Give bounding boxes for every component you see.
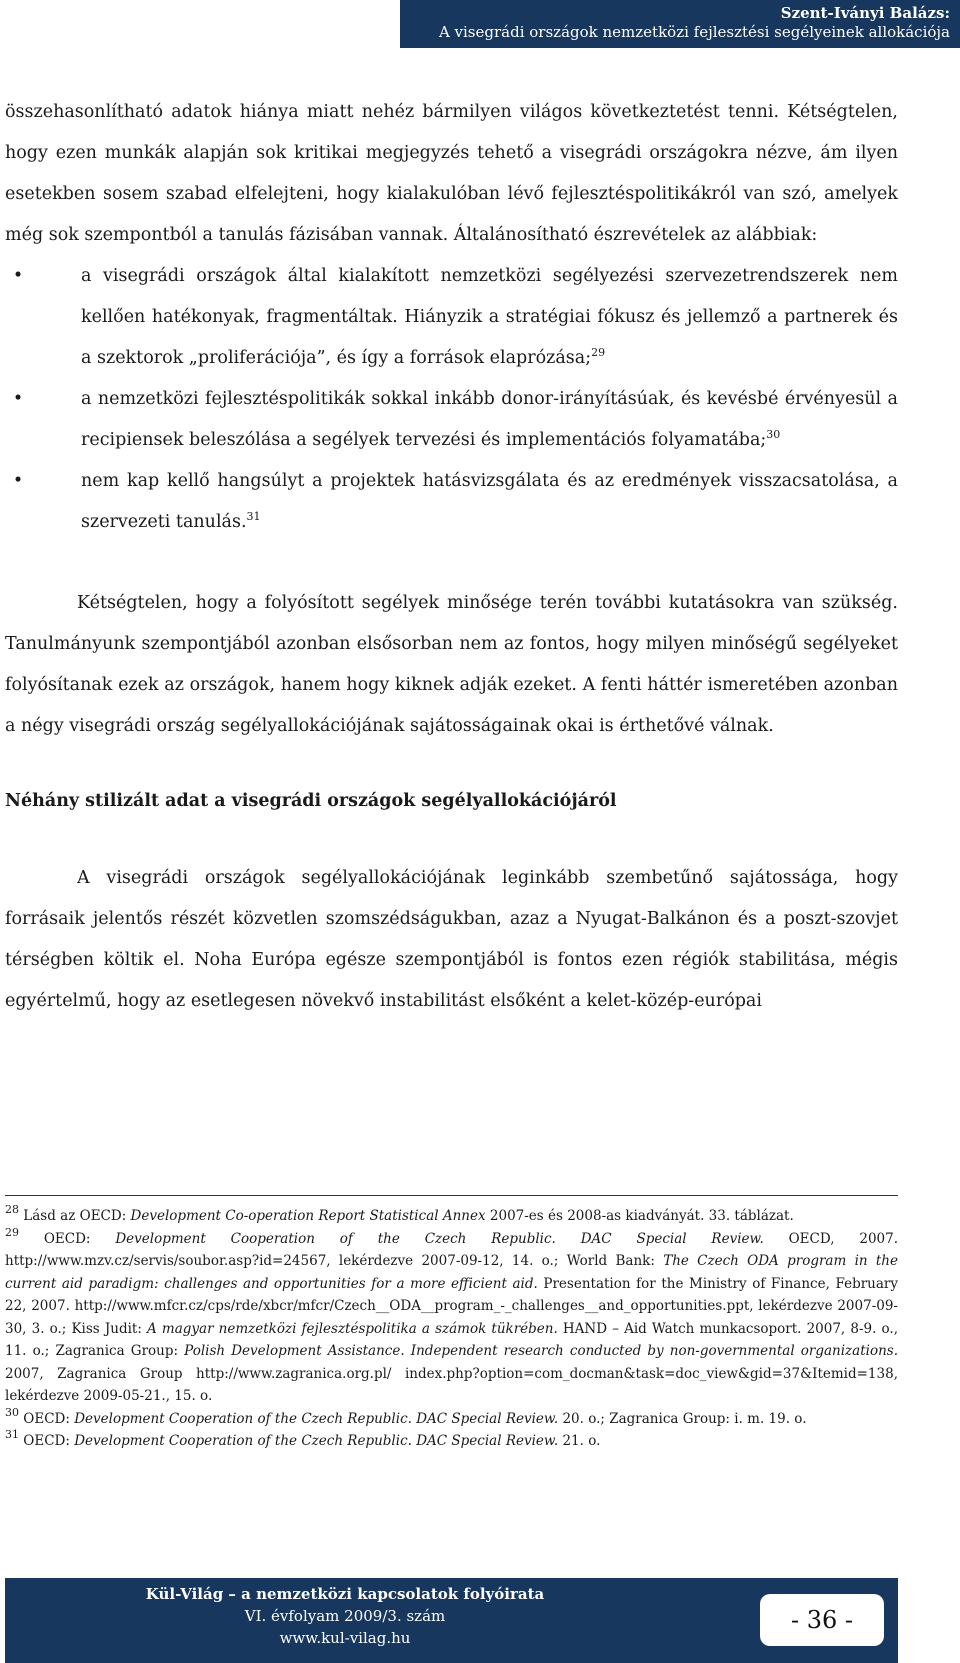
running-footer	[5, 1578, 898, 1663]
footnote-ref: 30	[766, 428, 781, 441]
list-item-text: a nemzetközi fejlesztéspolitikák sokkal inkább donor-irányításúak, és kevésbé érvényesül a recipiensek beleszólása a segélyek tervezési és implementációs folyamatába;	[81, 389, 898, 450]
footnote-31: $^{31}$ OECD: Development Cooperation of the Czech Republic. DAC Special Review. 21. o.	[5, 1428, 601, 1449]
journal-title: Kül-Világ – a nemzetközi kapcsolatok folyóirata	[145, 1585, 545, 1603]
paragraph-2: Kétségtelen, hogy a folyósított segélyek minősége terén további kutatásokra van szükség. Tanulmányunk szempontjából azonban elsősorban nem az fontos, hogy milyen minőségű segélyeket folyósítanak ezek az országok, hanem hogy kiknek adják ezeket. A fenti háttér ismeretében azonban a négy visegrádi ország segélyallokációjának sajátosságainak okai is érthetővé válnak.	[5, 593, 898, 736]
footnotes	[5, 1205, 898, 1453]
list-item-text: a visegrádi országok által kialakított nemzetközi segélyezési szervezetrendszerek nem kellően hatékonyak, fragmentáltak. Hiányzik a stratégiai fókusz és jellemző a partnerek és a szektorok „proliferációja”, és így a források elaprózása;	[81, 266, 898, 368]
main-text	[5, 92, 898, 1022]
journal-issue: VI. évfolyam 2009/3. szám	[244, 1607, 446, 1625]
journal-url: www.kul-vilag.hu	[279, 1629, 411, 1647]
page-number: - 36 -	[760, 1594, 884, 1646]
list-item-text: nem kap kellő hangsúlyt a projektek hatásvizsgálata és az eredmények visszacsatolása, a szervezeti tanulás.	[81, 471, 898, 532]
header-author: Szent-Iványi Balázs:	[780, 4, 950, 22]
observations-list	[5, 256, 898, 543]
footnote-ref: 31	[246, 510, 261, 523]
paragraph-3: A visegrádi országok segélyallokációjának leginkább szembetűnő sajátossága, hogy forrásaik jelentős részét közvetlen szomszédságukban, azaz a Nyugat-Balkánon és a poszt-szovjet térségben költik el. Noha Európa egésze szempontjából is fontos ezen régiók stabilitása, mégis egyértelmű, hogy az esetlegesen növekvő instabilitást elsőként a kelet-közép-európai	[5, 868, 898, 1011]
running-header	[400, 0, 960, 48]
list-item	[81, 256, 898, 379]
header-title: A visegrádi országok nemzetközi fejlesztési segélyeinek allokációja	[438, 23, 950, 41]
paragraph-1: összehasonlítható adatok hiánya miatt nehéz bármilyen világos következtetést tenni. Kétségtelen, hogy ezen munkák alapján sok kritikai megjegyzés tehető a visegrádi országokra nézve, ám ilyen esetekben sosem szabad elfelejteni, hogy kialakulóban lévő fejlesztéspolitikákról van szó, amelyek még sok szempontból a tanulás fázisában vannak. Általánosítható észrevételek az alábbiak:	[5, 102, 898, 245]
footnote-30: $^{30}$ OECD: Development Cooperation of the Czech Republic. DAC Special Review. 20. o.; Zagranica Group: i. m. 19. o.	[5, 1405, 807, 1427]
list-item	[81, 379, 898, 461]
list-item	[81, 461, 898, 543]
journal-info	[5, 1583, 685, 1649]
section-heading: Néhány stilizált adat a visegrádi országok segélyallokációjáról	[5, 791, 617, 811]
footnote-28: $^{28}$ Lásd az OECD: Development Co-operation Report Statistical Annex 2007-es és 2008-as kiadványát. 33. táblázat.	[5, 1203, 794, 1224]
footnote-separator	[5, 1195, 898, 1196]
footnote-ref: 29	[591, 346, 606, 359]
footnote-29: $^{29}$ OECD: Development Cooperation of the Czech Republic. DAC Special Review. OECD, 2007. http://www.mzv.cz/servis/soubor.asp?id=24567, lekérdezve 2007-09-12, 14. o.; World Bank: The Czech ODA program in the current aid paradigm: challenges and opportunities for a more efficient aid. Presentation for the Ministry of Finance, February 22, 2007. http://www.mfcr.cz/cps/rde/xbcr/mfcr/Czech__ODA__program_-_challenges__and_opportunities.ppt, lekérdezve 2007-09-30, 3. o.; Kiss Judit: A magyar nemzetközi fejlesztéspolitika a számok tükrében. HAND – Aid Watch munkacsoport. 2007, 8-9. o., 11. o.; Zagranica Group: Polish Development Assistance. Independent research conducted by non-governmental organizations. 2007, Zagranica Group http://www.zagranica.org.pl/ index.php?option=com_docman&task=doc_view&gid=37&Itemid=138, lekérdezve 2009-05-21., 15. o.	[5, 1225, 899, 1404]
